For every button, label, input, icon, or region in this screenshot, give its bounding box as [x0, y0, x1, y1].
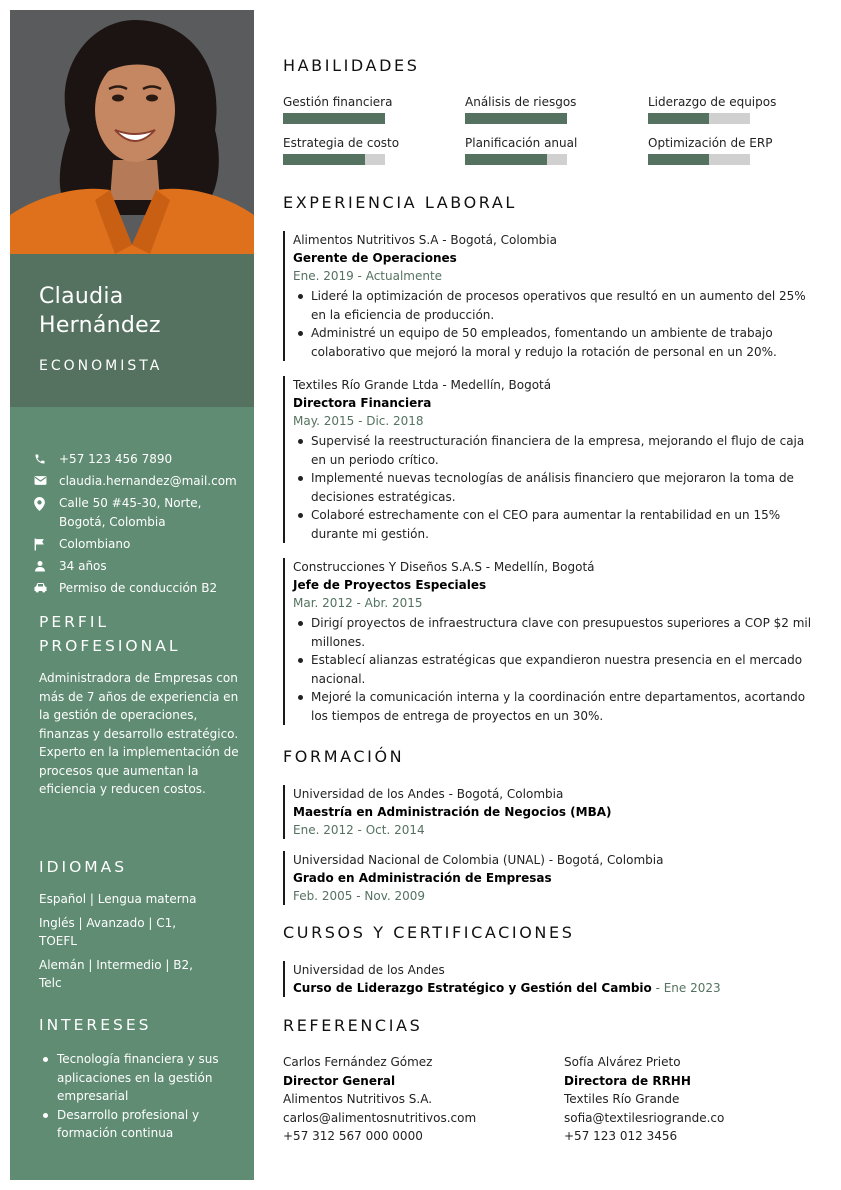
contact-license — [34, 579, 248, 598]
entry-bullets — [293, 287, 823, 361]
languages-list — [39, 890, 214, 998]
course-name-line — [293, 979, 823, 997]
interests-list — [39, 1050, 229, 1143]
job-title: ECONOMISTA — [39, 358, 163, 374]
profile-photo — [10, 10, 254, 254]
skill-bar — [465, 113, 567, 124]
skill-bar-fill — [648, 154, 709, 165]
course-organization: Universidad de los Andes — [293, 963, 445, 977]
skill-bar — [465, 154, 567, 165]
phone-icon — [34, 450, 59, 465]
portrait-image — [10, 10, 254, 254]
skill-bar — [648, 154, 750, 165]
reference-company: Alimentos Nutritivos S.A. — [283, 1092, 433, 1106]
skill-label: Planificación anual — [465, 136, 578, 150]
reference-name: Carlos Fernández Gómez — [283, 1055, 433, 1069]
education-heading: FORMACIÓN — [283, 747, 405, 766]
name-panel — [10, 254, 254, 407]
contact-list — [34, 450, 248, 601]
perfil-text: Administradora de Empresas con más de 7 años de experiencia en la gestión de operaciones, finanzas y desarrollo estratégico. Experto en la implementación de procesos que aumentan la eficiencia y reducen costos. — [39, 671, 239, 796]
entry-organization: Textiles Río Grande Ltda - Medellín, Bogotá — [293, 378, 552, 392]
bullet-item: Dirigí proyectos de infraestructura clave con presupuestos superiores a COP $2 mil millones. — [293, 614, 823, 651]
person-name — [39, 282, 161, 340]
skill-bar-fill — [648, 113, 709, 124]
interest-item: Desarrollo profesional y formación continua — [39, 1106, 229, 1143]
nationality-text: Colombiano — [59, 537, 131, 551]
bullet-item: Supervisé la reestructuración financiera de la empresa, mejorando el flujo de caja en un periodo crítico. — [293, 432, 823, 469]
location-pin-icon — [34, 494, 59, 511]
sidebar — [10, 10, 254, 1180]
entry-date: Ene. 2012 - Oct. 2014 — [293, 823, 425, 837]
person-icon — [34, 557, 59, 572]
skill-label: Análisis de riesgos — [465, 95, 577, 109]
skills-heading: HABILIDADES — [283, 56, 420, 75]
reference-phone: +57 123 012 3456 — [564, 1129, 678, 1143]
bullet-item: Implementé nuevas tecnologías de análisis financiero que mejoraron la toma de decisiones estratégicas. — [293, 469, 823, 506]
skill-bar-fill — [465, 113, 567, 124]
experience-entry — [283, 558, 823, 725]
idiomas-heading: IDIOMAS — [39, 858, 128, 876]
skill-item — [648, 95, 808, 124]
entry-date: Feb. 2005 - Nov. 2009 — [293, 889, 426, 903]
entry-organization: Universidad de los Andes - Bogotá, Colombia — [293, 787, 564, 801]
skill-bar — [283, 154, 385, 165]
skill-label: Optimización de ERP — [648, 136, 773, 150]
skill-item — [283, 136, 443, 165]
entry-role: Gerente de Operaciones — [293, 251, 457, 265]
skill-bar — [283, 113, 385, 124]
reference-role: Director General — [283, 1073, 396, 1088]
skill-bar — [648, 113, 750, 124]
reference-phone: +57 312 567 000 0000 — [283, 1129, 423, 1143]
experience-entry — [283, 376, 823, 543]
bullet-item: Mejoré la comunicación interna y la coordinación entre departamentos, acortando los tiempos de entrega de proyectos en un 30%. — [293, 688, 823, 725]
course-name: Curso de Liderazgo Estratégico y Gestión del Cambio — [293, 981, 652, 995]
language-item: Inglés | Avanzado | C1, TOEFL — [39, 915, 177, 948]
bullet-item: Establecí alianzas estratégicas que expandieron nuestra presencia en el mercado nacional. — [293, 651, 823, 688]
last-name: Hernández — [39, 313, 161, 338]
skill-item — [283, 95, 443, 124]
skill-label: Gestión financiera — [283, 95, 393, 109]
perfil-heading — [39, 610, 180, 658]
skill-bar-fill — [465, 154, 547, 165]
reference-email: carlos@alimentosnutritivos.com — [283, 1110, 477, 1125]
phone-text: +57 123 456 7890 — [59, 452, 173, 466]
age-text: 34 años — [59, 559, 107, 573]
entry-organization: Universidad Nacional de Colombia (UNAL) - Bogotá, Colombia — [293, 853, 664, 867]
contact-age — [34, 557, 248, 576]
education-entry — [283, 785, 823, 839]
reference-card — [283, 1053, 533, 1146]
entry-date: Ene. 2019 - Actualmente — [293, 269, 443, 283]
bullet-item: Lideré la optimización de procesos operativos que resultó en un aumento del 25% en la eficiencia de producción. — [293, 287, 823, 324]
contact-nationality — [34, 535, 248, 554]
skill-item — [465, 95, 625, 124]
car-icon — [34, 579, 59, 593]
entry-degree: Maestría en Administración de Negocios (MBA) — [293, 805, 612, 819]
bullet-item: Administré un equipo de 50 empleados, fomentando un ambiente de trabajo colaborativo que mejoró la moral y redujo la rotación de personal en un 20%. — [293, 324, 823, 361]
skill-bar-fill — [283, 154, 365, 165]
experience-heading: EXPERIENCIA LABORAL — [283, 193, 517, 212]
entry-role: Jefe de Proyectos Especiales — [293, 578, 487, 592]
address-text: Calle 50 #45-30, Norte, Bogotá, Colombia — [59, 496, 202, 529]
reference-role: Directora de RRHH — [564, 1073, 691, 1088]
contact-phone — [34, 450, 248, 469]
license-text: Permiso de conducción B2 — [59, 581, 218, 595]
perfil-heading-line1: PERFIL — [39, 613, 110, 631]
reference-company: Textiles Río Grande — [564, 1092, 680, 1106]
entry-bullets — [293, 614, 823, 725]
entry-bullets — [293, 432, 823, 543]
entry-organization: Alimentos Nutritivos S.A - Bogotá, Colombia — [293, 233, 557, 247]
course-date: - Ene 2023 — [651, 981, 721, 995]
skill-item — [465, 136, 625, 165]
skill-label: Liderazgo de equipos — [648, 95, 777, 109]
contact-address — [34, 494, 248, 532]
entry-role: Directora Financiera — [293, 396, 432, 410]
skill-label: Estrategia de costo — [283, 136, 400, 150]
skill-bar-fill — [283, 113, 385, 124]
experience-entry — [283, 231, 823, 361]
entry-degree: Grado en Administración de Empresas — [293, 871, 552, 885]
contact-email — [34, 472, 248, 491]
perfil-heading-line2: PROFESIONAL — [39, 637, 181, 655]
email-text: claudia.hernandez@mail.com — [59, 474, 237, 488]
language-item: Español | Lengua materna — [39, 892, 197, 906]
flag-icon — [34, 535, 59, 551]
education-entry — [283, 851, 823, 905]
mail-icon — [34, 472, 59, 486]
reference-email: sofia@textilesriogrande.co — [564, 1110, 725, 1125]
reference-name: Sofía Alvárez Prieto — [564, 1055, 681, 1069]
bullet-item: Colaboré estrechamente con el CEO para aumentar la rentabilidad en un 15% durante mi gestión. — [293, 506, 823, 543]
intereses-heading: INTERESES — [39, 1016, 152, 1034]
first-name: Claudia — [39, 284, 124, 309]
skill-item — [648, 136, 808, 165]
course-entry — [283, 961, 823, 997]
references-heading: REFERENCIAS — [283, 1016, 423, 1035]
entry-date: May. 2015 - Dic. 2018 — [293, 414, 424, 428]
language-item: Alemán | Intermedio | B2, Telc — [39, 957, 193, 990]
courses-heading: CURSOS Y CERTIFICACIONES — [283, 923, 575, 942]
reference-card — [564, 1053, 814, 1146]
entry-organization: Construcciones Y Diseños S.A.S - Medellín, Bogotá — [293, 560, 595, 574]
entry-date: Mar. 2012 - Abr. 2015 — [293, 596, 423, 610]
interest-item: Tecnología financiera y sus aplicaciones en la gestión empresarial — [39, 1050, 229, 1106]
